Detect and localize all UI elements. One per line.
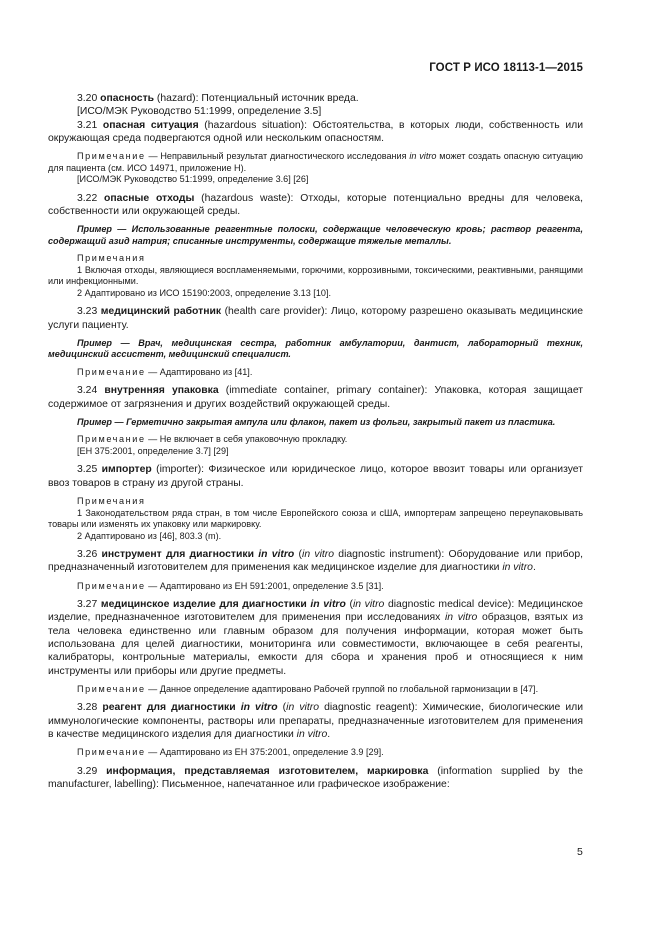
note-1: 1 Законодательством ряда стран, в том числе Европейского союза и сША, импортерам запрещено переупаковывать товары или изменять их упаковку или маркировку. (48, 507, 583, 530)
term: медицинский работник (100, 306, 222, 318)
page-number: 5 (577, 846, 583, 858)
term: инструмент для диагностики in vitro (101, 549, 295, 561)
note: Примечание — Данное определение адаптировано Рабочей группой по глобальной гармонизации в [47]. (77, 683, 539, 694)
reference: [ИСО/МЭК Руководство 51:1999, определение 3.5] (77, 106, 322, 118)
entry-3-21: 3.21 опасная ситуация (hazardous situation): Обстоятельства, в которых люди, собственность или окружающая среда подвергаются одной или нескольким опасностям. (48, 119, 583, 144)
term: опасная ситуация (102, 119, 199, 131)
note: Примечание — Адаптировано из ЕН 375:2001, определение 3.9 [29]. (77, 747, 384, 758)
entry-3-23: 3.23 медицинский работник (health care provider): Лицо, которому разрешено оказывать медицинские услуги пациенту. (48, 306, 583, 331)
document-header: ГОСТ Р ИСО 18113-1—2015 (429, 62, 583, 74)
note: Примечание — Не включает в себя упаковочную прокладку. (77, 434, 348, 445)
term: медицинское изделие для диагностики in vitro (100, 599, 346, 611)
note: Примечание — Адаптировано из [41]. (77, 366, 253, 377)
entry-3-24: 3.24 внутренняя упаковка (immediate container, primary container): Упаковка, которая защищает содержимое от загрязнения и других воздействий окружающей среды. (48, 385, 584, 410)
term: опасность (100, 93, 155, 104)
entry-3-29: 3.29 информация, представляемая изготовителем, маркировка (information supplied by the manufacturer, labelling): Письменное, напечатанное или графическое изображение: (48, 765, 583, 791)
reference: [ИСО/МЭК Руководство 51:1999, определение 3.6] [26] (77, 174, 309, 185)
entry-3-20: 3.20 опасность (hazard): Потенциальный источник вреда. (77, 93, 359, 104)
note-2: 2 Адаптировано из ИСО 15190:2003, определение 3.13 [10]. (77, 287, 331, 298)
notes-label: Примечания (77, 496, 146, 507)
note: Примечание — Неправильный результат диагностического исследования in vitro может создать опасную ситуацию для пациента (см. ИСО 14971, приложение Н). (48, 151, 583, 173)
term: импортер (101, 464, 152, 476)
entry-3-27: 3.27 медицинское изделие для диагностики in vitro (in vitro diagnostic medical device): Медицинское изделие, предназначенное изготовителем для применения при исследованиях in vitro образцов, взятых из тела человека единственно или главным образом для получения информации, которая может быть использована для целей диагностики, мониторинга или совместимости, включающее в себя реагенты, калибраторы, контрольные материалы, емкости для сбора и хранения проб и относящиеся к ним инструменты или приборы или другие предметы. (48, 599, 584, 677)
entry-3-22: 3.22 опасные отходы (hazardous waste): Отходы, которые потенциально вредны для человека, собственности или окружающей среды. (48, 192, 583, 217)
entry-3-25: 3.25 импортер (importer): Физическое или юридическое лицо, которое ввозит товары или организует ввоз товаров в страну из другой страны. (48, 464, 583, 489)
reference: [ЕН 375:2001, определение 3.7] [29] (77, 445, 229, 456)
term: реагент для диагностики in vitro (102, 702, 278, 714)
term: опасные отходы (104, 192, 195, 204)
example: Пример — Использованные реагентные полоски, содержащие человеческую кровь; раствор реагента, содержащий азид натрия; списанные инструменты, содержащие тяжелые металлы. (48, 224, 583, 246)
note-1: 1 Включая отходы, являющиеся воспламеняемыми, горючими, коррозивными, токсическими, реактивными, ранящими или инфекционными. (48, 264, 583, 287)
entry-3-28: 3.28 реагент для диагностики in vitro (in vitro diagnostic reagent): Химические, биологические или иммунологические компоненты, растворы или препараты, предназначенные изготовителем для применения в качестве медицинского изделия для диагностики in vitro. (48, 702, 584, 741)
entry-3-26: 3.26 инструмент для диагностики in vitro (in vitro diagnostic instrument): Оборудование или прибор, предназначенный изготовителем для применения как медицинское изделие для диагностики in vitro. (48, 549, 584, 574)
term: информация, представляемая изготовителем, маркировка (106, 765, 429, 777)
example: Пример — Герметично закрытая ампула или флакон, пакет из фольги, закрытый пакет из пластика. (77, 416, 556, 427)
notes-label: Примечания (77, 253, 146, 264)
document-body (48, 92, 583, 791)
note-2: 2 Адаптировано из [46], 803.3 (m). (77, 530, 222, 541)
term: внутренняя упаковка (104, 385, 219, 397)
example: Пример — Врач, медицинская сестра, работник амбулатории, дантист, лабораторный техник, медицинский ассистент, медицинский специалист. (48, 337, 583, 360)
note: Примечание — Адаптировано из ЕН 591:2001, определение 3.5 [31]. (77, 580, 384, 591)
